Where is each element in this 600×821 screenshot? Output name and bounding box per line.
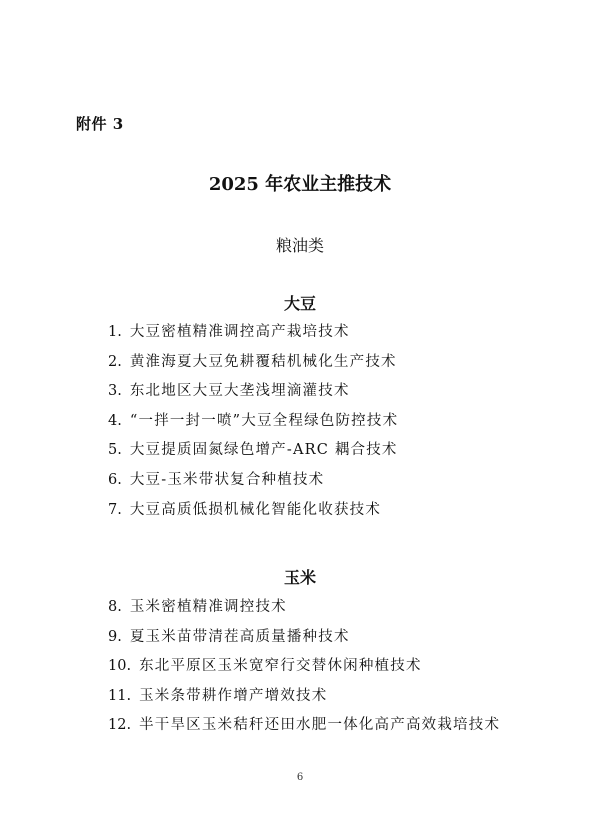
- item-text: “一拌一封一喷”大豆全程绿色防控技术: [129, 412, 399, 429]
- list-item: [108, 711, 500, 741]
- soybean-technology-list: [108, 318, 398, 525]
- item-number: 11.: [108, 687, 132, 704]
- section-heading-corn: 玉米: [283, 568, 316, 587]
- item-text: 大豆提质固氮绿色增产-ARC 耦合技术: [129, 442, 398, 459]
- item-number: 5.: [108, 442, 122, 459]
- item-number: 2.: [108, 353, 122, 370]
- item-text: 大豆密植精准调控高产栽培技术: [129, 324, 350, 340]
- item-text: 玉米条带耕作增产增效技术: [139, 687, 328, 704]
- list-item: [108, 466, 398, 496]
- corn-technology-list: [108, 593, 500, 741]
- item-number: 1.: [108, 324, 122, 340]
- category-heading: 粮油类: [275, 236, 324, 255]
- item-number: 6.: [108, 471, 122, 488]
- item-text: 夏玉米苗带清茬高质量播种技术: [129, 628, 350, 645]
- item-number: 8.: [108, 599, 122, 615]
- list-item: [108, 652, 500, 682]
- list-item: [108, 682, 500, 712]
- item-text: 大豆高质低损机械化智能化收获技术: [129, 501, 382, 518]
- list-item: [108, 318, 398, 348]
- attachment-label: 附件 3: [76, 115, 124, 133]
- item-text: 大豆-玉米带状复合种植技术: [129, 471, 325, 488]
- list-item: [108, 348, 398, 378]
- list-item: [108, 377, 398, 407]
- section-heading-soybean: 大豆: [283, 294, 316, 313]
- item-text: 东北平原区玉米宽窄行交替休闲种植技术: [139, 658, 422, 675]
- list-item: [108, 623, 500, 653]
- item-text: 黄淮海夏大豆免耕覆秸机械化生产技术: [129, 353, 397, 370]
- document-title: 2025 年农业主推技术: [208, 174, 392, 195]
- list-item: [108, 436, 398, 466]
- item-number: 10.: [108, 658, 132, 675]
- item-number: 12.: [108, 717, 132, 734]
- list-item: [108, 496, 398, 526]
- item-text: 东北地区大豆大垄浅埋滴灌技术: [129, 383, 350, 400]
- page-number: 6: [296, 772, 304, 783]
- item-text: 玉米密植精准调控技术: [129, 599, 287, 615]
- list-item: [108, 407, 398, 437]
- item-number: 9.: [108, 628, 122, 645]
- item-number: 7.: [108, 501, 122, 518]
- item-number: 4.: [108, 412, 122, 429]
- item-text: 半干旱区玉米秸秆还田水肥一体化高产高效栽培技术: [139, 717, 501, 734]
- item-number: 3.: [108, 383, 122, 400]
- list-item: [108, 593, 500, 623]
